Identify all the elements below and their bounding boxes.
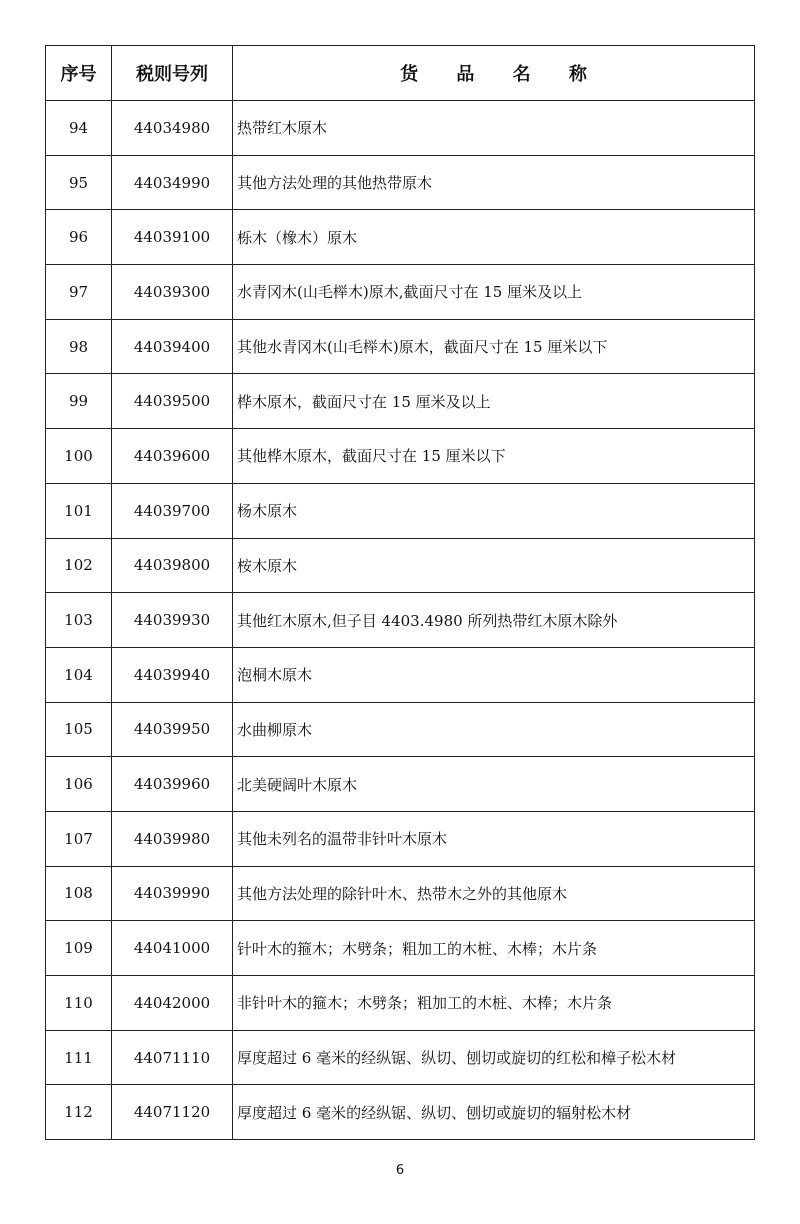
header-row (46, 46, 755, 101)
table-row (46, 976, 755, 1031)
row-seq-cell: 108 (46, 866, 112, 921)
table-row (46, 866, 755, 921)
page-number: 6 (395, 1163, 405, 1178)
row-code-cell: 44039940 (112, 647, 233, 702)
row-code-cell: 44039600 (112, 429, 233, 484)
row-name-cell: 桉木原木 (233, 538, 755, 593)
row-name-cell: 其他红木原木,但子目 4403.4980 所列热带红木原木除外 (233, 593, 755, 648)
row-seq-cell: 102 (46, 538, 112, 593)
row-name-cell: 泡桐木原木 (233, 647, 755, 702)
row-seq-cell: 105 (46, 702, 112, 757)
row-name-cell: 桦木原木，截面尺寸在 15 厘米及以上 (233, 374, 755, 429)
row-code-cell: 44039400 (112, 319, 233, 374)
row-code-cell: 44039500 (112, 374, 233, 429)
table-body (46, 101, 755, 1140)
row-code-cell: 44039930 (112, 593, 233, 648)
goods-table (45, 45, 755, 1140)
row-seq-cell: 100 (46, 429, 112, 484)
table-row (46, 155, 755, 210)
row-seq-cell: 109 (46, 921, 112, 976)
table-row (46, 702, 755, 757)
table-row (46, 101, 755, 156)
row-name-cell: 北美硬阔叶木原木 (233, 757, 755, 812)
row-name-cell: 其他水青冈木(山毛榉木)原木，截面尺寸在 15 厘米以下 (233, 319, 755, 374)
table-row (46, 921, 755, 976)
row-name-cell: 栎木（橡木）原木 (233, 210, 755, 265)
row-name-cell: 水青冈木(山毛榉木)原木,截面尺寸在 15 厘米及以上 (233, 265, 755, 320)
row-seq-cell: 110 (46, 976, 112, 1031)
table-row (46, 1085, 755, 1140)
table-row (46, 647, 755, 702)
row-seq-cell: 103 (46, 593, 112, 648)
row-code-cell: 44071120 (112, 1085, 233, 1140)
row-name-cell: 厚度超过 6 毫米的经纵锯、纵切、刨切或旋切的红松和樟子松木材 (233, 1030, 755, 1085)
row-seq-cell: 112 (46, 1085, 112, 1140)
row-seq-cell: 106 (46, 757, 112, 812)
row-seq-cell: 96 (46, 210, 112, 265)
row-name-cell: 厚度超过 6 毫米的经纵锯、纵切、刨切或旋切的辐射松木材 (233, 1085, 755, 1140)
row-seq-cell: 107 (46, 811, 112, 866)
row-code-cell: 44042000 (112, 976, 233, 1031)
row-seq-cell: 94 (46, 101, 112, 156)
row-code-cell: 44039960 (112, 757, 233, 812)
row-seq-cell: 101 (46, 483, 112, 538)
table-header (46, 46, 755, 101)
row-name-cell: 非针叶木的箍木；木劈条；粗加工的木桩、木棒；木片条 (233, 976, 755, 1031)
table-row (46, 757, 755, 812)
row-code-cell: 44034990 (112, 155, 233, 210)
header-code: 税则号列 (112, 46, 233, 101)
row-seq-cell: 99 (46, 374, 112, 429)
header-name: 货 品 名 称 (233, 46, 755, 101)
row-code-cell: 44039980 (112, 811, 233, 866)
table-row (46, 374, 755, 429)
row-seq-cell: 104 (46, 647, 112, 702)
row-code-cell: 44071110 (112, 1030, 233, 1085)
row-code-cell: 44039700 (112, 483, 233, 538)
row-name-cell: 热带红木原木 (233, 101, 755, 156)
row-seq-cell: 95 (46, 155, 112, 210)
table-row (46, 811, 755, 866)
table-row (46, 538, 755, 593)
table-row (46, 265, 755, 320)
row-code-cell: 44039990 (112, 866, 233, 921)
row-code-cell: 44039950 (112, 702, 233, 757)
row-name-cell: 其他桦木原木，截面尺寸在 15 厘米以下 (233, 429, 755, 484)
table-row (46, 483, 755, 538)
row-name-cell: 水曲柳原木 (233, 702, 755, 757)
table-row (46, 210, 755, 265)
row-name-cell: 针叶木的箍木；木劈条；粗加工的木桩、木棒；木片条 (233, 921, 755, 976)
row-code-cell: 44039300 (112, 265, 233, 320)
row-code-cell: 44039100 (112, 210, 233, 265)
row-seq-cell: 98 (46, 319, 112, 374)
table-row (46, 429, 755, 484)
row-name-cell: 杨木原木 (233, 483, 755, 538)
table-row (46, 319, 755, 374)
row-code-cell: 44039800 (112, 538, 233, 593)
row-code-cell: 44034980 (112, 101, 233, 156)
row-name-cell: 其他方法处理的其他热带原木 (233, 155, 755, 210)
row-code-cell: 44041000 (112, 921, 233, 976)
header-seq: 序号 (46, 46, 112, 101)
row-seq-cell: 97 (46, 265, 112, 320)
table-row (46, 593, 755, 648)
row-seq-cell: 111 (46, 1030, 112, 1085)
row-name-cell: 其他方法处理的除针叶木、热带木之外的其他原木 (233, 866, 755, 921)
row-name-cell: 其他未列名的温带非针叶木原木 (233, 811, 755, 866)
table-row (46, 1030, 755, 1085)
